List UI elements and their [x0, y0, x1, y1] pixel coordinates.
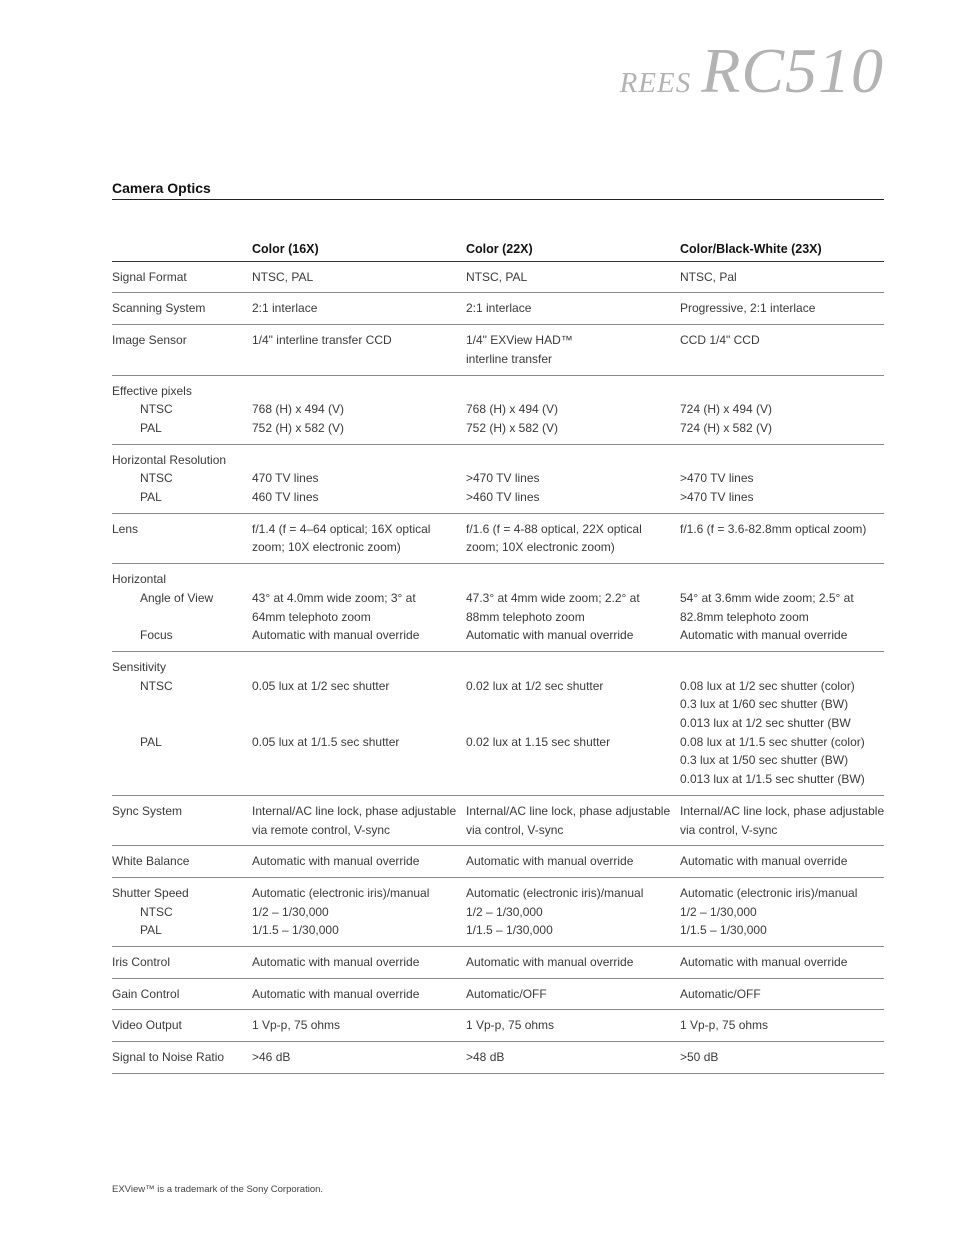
spec-value-line: Automatic with manual override [680, 955, 848, 970]
spec-value-line: 0.3 lux at 1/60 sec shutter (BW) [680, 697, 849, 712]
table-row [112, 293, 884, 325]
spec-value-line: 460 TV lines [252, 490, 319, 505]
spec-value-16x [252, 1042, 466, 1074]
spec-value-23x [680, 978, 884, 1010]
spec-value-22x [466, 261, 680, 293]
spec-label: White Balance [112, 854, 190, 869]
spec-label-cell [112, 947, 252, 979]
spec-value-line: >470 TV lines [466, 471, 540, 486]
spec-value-line [466, 658, 680, 677]
spec-value-line [252, 382, 466, 401]
spec-value-line: Automatic (electronic iris)/manual [680, 885, 858, 900]
spec-label: Effective pixels [112, 383, 192, 398]
spec-label-cell [112, 261, 252, 293]
spec-value-line: Automatic with manual override [466, 628, 634, 643]
header-label-column [112, 238, 252, 261]
spec-value-line: 0.013 lux at 1/1.5 sec shutter (BW) [680, 772, 865, 787]
spec-value-line [252, 714, 466, 733]
spec-value-line: 1/1.5 – 1/30,000 [466, 923, 553, 938]
spec-label: Signal Format [112, 269, 187, 284]
table-row [112, 877, 884, 946]
spec-sublabel: NTSC [140, 678, 173, 693]
spec-value-line [252, 570, 466, 589]
spec-value-line: 82.8mm telephoto zoom [680, 609, 809, 624]
spec-label: Sensitivity [112, 659, 167, 674]
spec-value-22x [466, 293, 680, 325]
spec-sublabel [112, 695, 252, 714]
spec-value-16x [252, 947, 466, 979]
spec-value-line: f/1.6 (f = 3.6-82.8mm optical zoom) [680, 521, 867, 536]
spec-value-22x [466, 325, 680, 375]
spec-value-line [680, 658, 884, 677]
spec-value-line: zoom; 10X electronic zoom) [252, 540, 401, 555]
spec-value-line: CCD 1/4" CCD [680, 333, 760, 348]
spec-label: Image Sensor [112, 333, 187, 348]
brand-logo [620, 34, 884, 108]
spec-value-22x [466, 795, 680, 845]
table-row [112, 325, 884, 375]
spec-value-line: NTSC, PAL [466, 269, 528, 284]
spec-value-line: >48 dB [466, 1050, 505, 1065]
spec-value-line: Automatic with manual override [252, 628, 420, 643]
spec-value-line [680, 382, 884, 401]
spec-value-line [466, 451, 680, 470]
spec-value-line: 1/4" EXView HAD™ [466, 333, 573, 348]
spec-value-line [252, 695, 466, 714]
spec-value-line: 0.08 lux at 1/2 sec shutter (color) [680, 678, 855, 693]
spec-value-23x [680, 795, 884, 845]
header-color-16x: Color (16X) [252, 238, 466, 261]
spec-value-line: via control, V-sync [680, 822, 778, 837]
spec-sublabel: PAL [140, 490, 162, 505]
brand-model: RC510 [701, 35, 884, 106]
spec-value-line [466, 695, 680, 714]
spec-value-16x [252, 877, 466, 946]
spec-label-cell [112, 978, 252, 1010]
spec-value-line: 768 (H) x 494 (V) [252, 402, 345, 417]
spec-sublabel: PAL [140, 923, 162, 938]
table-row [112, 564, 884, 652]
table-row [112, 444, 884, 513]
spec-label-cell [112, 651, 252, 795]
spec-value-16x [252, 564, 466, 652]
spec-sublabel: PAL [140, 734, 162, 749]
spec-value-16x [252, 293, 466, 325]
spec-value-line: Automatic with manual override [680, 628, 848, 643]
spec-value-line: via remote control, V-sync [252, 822, 391, 837]
spec-value-line: Automatic with manual override [466, 955, 634, 970]
spec-label: Sync System [112, 803, 183, 818]
spec-value-16x [252, 978, 466, 1010]
spec-value-line: 2:1 interlace [466, 301, 532, 316]
spec-value-line: 0.05 lux at 1/2 sec shutter [252, 678, 390, 693]
spec-label-cell [112, 1010, 252, 1042]
spec-value-line: 470 TV lines [252, 471, 319, 486]
spec-sublabel: NTSC [140, 402, 173, 417]
spec-value-16x [252, 261, 466, 293]
spec-label-cell [112, 846, 252, 878]
header-color-bw-23x: Color/Black-White (23X) [680, 238, 884, 261]
spec-value-line: Internal/AC line lock, phase adjustable [252, 803, 457, 818]
spec-label-cell [112, 293, 252, 325]
spec-value-line: Automatic with manual override [680, 854, 848, 869]
spec-value-line: >470 TV lines [680, 471, 754, 486]
spec-value-line: >460 TV lines [466, 490, 540, 505]
spec-value-line: 0.013 lux at 1/2 sec shutter (BW [680, 716, 851, 731]
spec-label: Horizontal Resolution [112, 452, 227, 467]
spec-value-22x [466, 877, 680, 946]
spec-value-line: NTSC, Pal [680, 269, 737, 284]
spec-value-23x [680, 261, 884, 293]
table-row [112, 947, 884, 979]
section-title: Camera Optics [112, 180, 211, 196]
spec-value-line: Automatic/OFF [466, 986, 547, 1001]
spec-sublabel: NTSC [140, 904, 173, 919]
table-row [112, 1042, 884, 1074]
spec-value-line: Automatic (electronic iris)/manual [252, 885, 430, 900]
spec-sublabel: Angle of View [140, 590, 214, 605]
spec-value-23x [680, 877, 884, 946]
spec-value-line: f/1.4 (f = 4–64 optical; 16X optical [252, 521, 431, 536]
spec-sublabel: NTSC [140, 471, 173, 486]
spec-value-22x [466, 375, 680, 444]
spec-value-16x [252, 325, 466, 375]
spec-value-22x [466, 1042, 680, 1074]
spec-value-line: 43° at 4.0mm wide zoom; 3° at [252, 590, 416, 605]
spec-value-23x [680, 513, 884, 563]
spec-sublabel [112, 714, 252, 733]
specs-table [112, 238, 884, 1074]
spec-label: Signal to Noise Ratio [112, 1050, 225, 1065]
spec-label-cell [112, 795, 252, 845]
spec-label: Gain Control [112, 986, 180, 1001]
spec-value-line: 1 Vp-p, 75 ohms [252, 1018, 341, 1033]
spec-value-line: 1/2 – 1/30,000 [252, 904, 329, 919]
spec-value-16x [252, 375, 466, 444]
spec-value-line: via control, V-sync [466, 822, 564, 837]
spec-value-22x [466, 947, 680, 979]
footnote: EXView™ is a trademark of the Sony Corporation. [112, 1184, 324, 1195]
spec-value-line: 1/1.5 – 1/30,000 [252, 923, 339, 938]
spec-value-line [466, 714, 680, 733]
spec-value-line: 752 (H) x 582 (V) [252, 420, 345, 435]
spec-value-line: Automatic with manual override [252, 854, 420, 869]
spec-value-23x [680, 846, 884, 878]
spec-value-line: Automatic with manual override [252, 955, 420, 970]
spec-value-23x [680, 1042, 884, 1074]
table-row [112, 1010, 884, 1042]
header-color-22x: Color (22X) [466, 238, 680, 261]
spec-value-line: 768 (H) x 494 (V) [466, 402, 559, 417]
table-row [112, 978, 884, 1010]
spec-value-line: 2:1 interlace [252, 301, 318, 316]
spec-value-line: 54° at 3.6mm wide zoom; 2.5° at [680, 590, 854, 605]
spec-value-22x [466, 444, 680, 513]
spec-value-line: 64mm telephoto zoom [252, 609, 371, 624]
spec-value-line: 1/1.5 – 1/30,000 [680, 923, 767, 938]
spec-value-16x [252, 795, 466, 845]
table-row [112, 846, 884, 878]
spec-label: Scanning System [112, 301, 206, 316]
spec-value-line: 0.3 lux at 1/50 sec shutter (BW) [680, 753, 849, 768]
table-row [112, 375, 884, 444]
spec-value-23x [680, 947, 884, 979]
spec-value-23x [680, 444, 884, 513]
spec-value-23x [680, 375, 884, 444]
table-row [112, 795, 884, 845]
spec-value-line: 0.02 lux at 1.15 sec shutter [466, 734, 611, 749]
spec-value-line: 1 Vp-p, 75 ohms [466, 1018, 555, 1033]
spec-value-line [252, 658, 466, 677]
brand-prefix: REES [619, 67, 692, 99]
spec-value-line: Internal/AC line lock, phase adjustable [680, 803, 885, 818]
spec-value-line: f/1.6 (f = 4-88 optical, 22X optical [466, 521, 642, 536]
spec-value-line: 1 Vp-p, 75 ohms [680, 1018, 769, 1033]
spec-value-line: 88mm telephoto zoom [466, 609, 585, 624]
spec-value-line: Automatic/OFF [680, 986, 761, 1001]
table-row [112, 261, 884, 293]
spec-value-line [680, 451, 884, 470]
spec-value-22x [466, 513, 680, 563]
spec-label: Video Output [112, 1018, 182, 1033]
spec-sublabel: Focus [140, 628, 173, 643]
spec-value-23x [680, 293, 884, 325]
spec-value-23x [680, 325, 884, 375]
spec-value-23x [680, 1010, 884, 1042]
spec-label-cell [112, 513, 252, 563]
spec-value-line: 1/2 – 1/30,000 [466, 904, 543, 919]
spec-value-line: 0.02 lux at 1/2 sec shutter [466, 678, 604, 693]
spec-value-line [252, 451, 466, 470]
specs-body [112, 261, 884, 1073]
spec-label-cell [112, 375, 252, 444]
spec-sublabel: PAL [140, 420, 162, 435]
spec-value-line: 724 (H) x 494 (V) [680, 402, 773, 417]
spec-label-cell [112, 564, 252, 652]
spec-label-cell [112, 877, 252, 946]
spec-value-line: 0.05 lux at 1/1.5 sec shutter [252, 734, 400, 749]
spec-value-line: 724 (H) x 582 (V) [680, 420, 773, 435]
spec-sublabel [112, 608, 252, 627]
spec-value-line [680, 570, 884, 589]
spec-label: Horizontal [112, 572, 167, 587]
spec-value-line: Progressive, 2:1 interlace [680, 301, 816, 316]
spec-value-line: >46 dB [252, 1050, 291, 1065]
spec-value-line: Internal/AC line lock, phase adjustable [466, 803, 671, 818]
spec-value-line: >470 TV lines [680, 490, 754, 505]
spec-value-22x [466, 651, 680, 795]
spec-value-22x [466, 846, 680, 878]
spec-value-line: 1/2 – 1/30,000 [680, 904, 757, 919]
header-row [112, 238, 884, 261]
spec-value-16x [252, 651, 466, 795]
spec-value-22x [466, 1010, 680, 1042]
spec-value-16x [252, 846, 466, 878]
table-row [112, 651, 884, 795]
spec-value-line: 752 (H) x 582 (V) [466, 420, 559, 435]
spec-value-line: zoom; 10X electronic zoom) [466, 540, 615, 555]
spec-value-line: Automatic with manual override [252, 986, 420, 1001]
spec-value-16x [252, 513, 466, 563]
spec-value-line [466, 382, 680, 401]
spec-value-23x [680, 564, 884, 652]
spec-label-cell [112, 444, 252, 513]
spec-value-22x [466, 978, 680, 1010]
spec-value-line: 0.08 lux at 1/1.5 sec shutter (color) [680, 734, 865, 749]
spec-value-line: interline transfer [466, 351, 553, 366]
spec-label: Lens [112, 521, 139, 536]
section-divider [112, 199, 884, 200]
spec-label-cell [112, 325, 252, 375]
table-row [112, 513, 884, 563]
spec-value-16x [252, 444, 466, 513]
spec-label: Shutter Speed [112, 885, 189, 900]
spec-value-22x [466, 564, 680, 652]
spec-value-23x [680, 651, 884, 795]
spec-value-line: >50 dB [680, 1050, 719, 1065]
spec-value-16x [252, 1010, 466, 1042]
spec-label-cell [112, 1042, 252, 1074]
spec-value-line [466, 570, 680, 589]
spec-value-line: 47.3° at 4mm wide zoom; 2.2° at [466, 590, 640, 605]
spec-value-line: 1/4" interline transfer CCD [252, 333, 392, 348]
spec-label: Iris Control [112, 955, 171, 970]
spec-value-line: Automatic (electronic iris)/manual [466, 885, 644, 900]
spec-value-line: NTSC, PAL [252, 269, 314, 284]
spec-value-line: Automatic with manual override [466, 854, 634, 869]
